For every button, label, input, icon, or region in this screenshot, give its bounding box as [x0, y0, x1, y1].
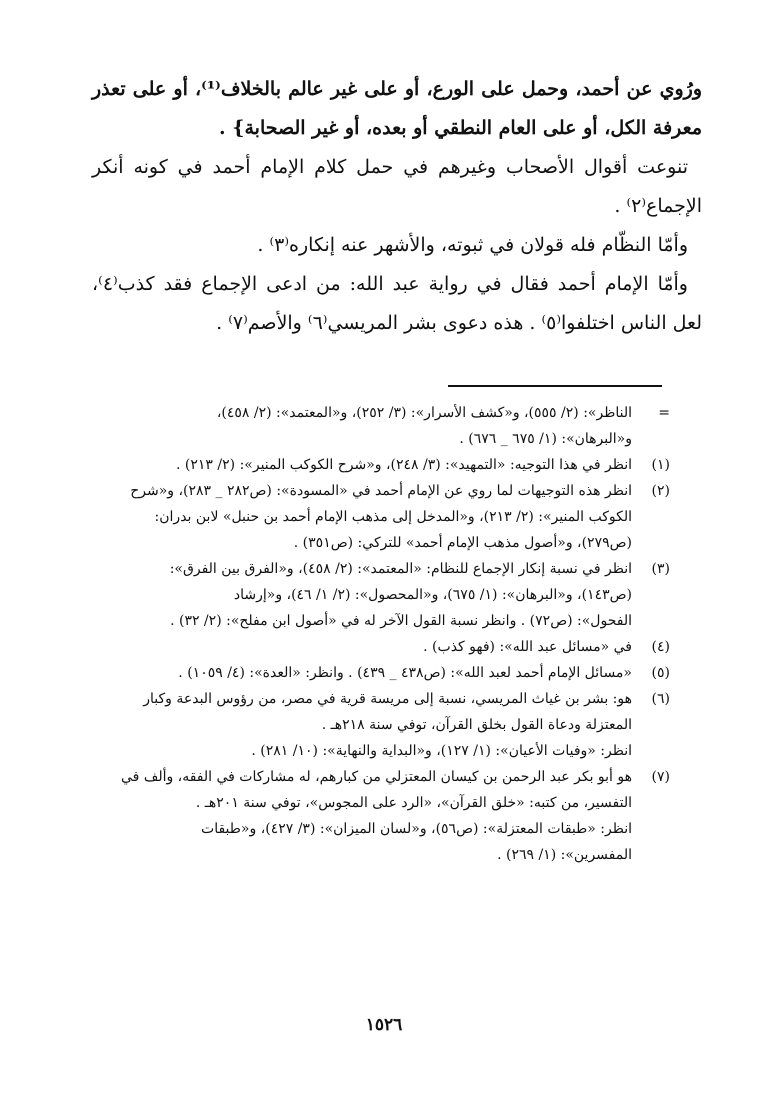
footnote-line: الفحول»: (ص٧٢) . وانظر نسبة القول الآخر له في «أصول ابن مفلح»: (٢/ ٣٢) . — [170, 613, 632, 629]
footnote-line: في «مسائل عبد الله»: (فهو كذب) . — [423, 639, 632, 655]
footnote-line: هو أبو بكر عبد الرحمن بن كيسان المعتزلي من كبارهم، له مشاركات في الفقه، وألف في — [121, 769, 632, 785]
footnote — [92, 400, 670, 452]
footnote-line: انظر في نسبة إنكار الإجماع للنظام: «المعتمد»: (٢/ ٤٥٨)، و«الفرق بين الفرق»: — [169, 561, 632, 577]
footnote-number: (٦) — [651, 691, 670, 707]
footnote-number: (٥) — [651, 665, 670, 681]
footnote-line: انظر في هذا التوجيه: «التمهيد»: (٣/ ٢٤٨)، و«شرح الكوكب المنير»: (٢/ ٢١٣) . — [176, 457, 632, 473]
footnote-number: (٢) — [651, 483, 670, 499]
footnote-line: هو: بشر بن غياث المريسي، نسبة إلى مريسة قرية في مصر، من رؤوس البدعة وكبار — [143, 691, 632, 707]
footnote-line: المعتزلة ودعاة القول بخلق القرآن، توفي سنة ٢١٨هـ . — [321, 717, 632, 733]
footnote-divider — [448, 385, 662, 387]
footnote — [92, 556, 670, 634]
footnote — [92, 660, 670, 686]
footnote-line: «مسائل الإمام أحمد لعبد الله»: (ص٤٣٨ _ ٤٣٩) . وانظر: «العدة»: (٤/ ١٠٥٩) . — [178, 665, 632, 681]
footnote-line: الكوكب المنير»: (٢/ ٢١٣)، و«المدخل إلى مذهب الإمام أحمد بن حنبل» لابن بدران: — [154, 509, 632, 525]
paragraph: وأمّا الإمام أحمد فقال في رواية عبد الله: من ادعى الإجماع فقد كذب⁽٤⁾، لعل الناس اختلفوا⁽٥⁾ . هذه دعوى بشر المريسي⁽٦⁾ والأصم⁽٧⁾ . — [92, 273, 702, 334]
footnote-line: انظر: «طبقات المعتزلة»: (ص٥٦)، و«لسان الميزان»: (٣/ ٤٢٧)، و«طبقات — [201, 821, 632, 837]
footnote-line: انظر هذه التوجيهات لما روي عن الإمام أحمد في «المسودة»: (ص٢٨٢ _ ٢٨٣)، و«شرح — [130, 483, 632, 499]
footnote-line: انظر: «وفيات الأعيان»: (١/ ١٢٧)، و«البداية والنهاية»: (١٠/ ٢٨١) . — [251, 743, 632, 759]
footnote — [92, 478, 670, 556]
quoted-text: ورُوي عن أحمد، وحمل على الورع، أو على غير عالم بالخلاف⁽¹⁾، أو على تعذر معرفة الكل، أو على العام النطقي أو بعده، أو غير الصحابة} . — [92, 78, 702, 139]
footnote-line: التفسير، من كتبه: «خلق القرآن»، «الرد على المجوس»، توفي سنة ٢٠١هـ . — [195, 795, 632, 811]
footnote-line: الناظر»: (٢/ ٥٥٥)، و«كشف الأسرار»: (٣/ ٢٥٢)، و«المعتمد»: (٢/ ٤٥٨)، — [216, 405, 632, 421]
paragraph: تنوعت أقوال الأصحاب وغيرهم في حمل كلام الإمام أحمد في كونه أنكر الإجماع⁽٢⁾ . — [92, 156, 702, 217]
footnote — [92, 634, 670, 660]
footnote-number: = — [658, 405, 670, 421]
footnote-line: (ص١٤٣)، و«البرهان»: (١/ ٦٧٥)، و«المحصول»: (٢/ ١/ ٤٦)، و«إرشاد — [233, 587, 632, 603]
footnote-number: (٧) — [651, 769, 670, 785]
footnote — [92, 452, 670, 478]
footnote — [92, 686, 670, 764]
footnote-number: (٣) — [651, 561, 670, 577]
footnote-number: (٤) — [651, 639, 670, 655]
paragraph: وأمّا النظّام فله قولان في ثبوته، والأشهر عنه إنكاره⁽٣⁾ . — [257, 234, 688, 256]
footnote-number: (١) — [651, 457, 670, 473]
footnote-line: و«البرهان»: (١/ ٦٧٥ _ ٦٧٦) . — [459, 431, 632, 447]
footnote — [92, 764, 670, 868]
main-text — [92, 70, 702, 343]
footnotes — [92, 400, 670, 868]
page-number: ١٥٢٦ — [365, 1015, 403, 1035]
footnote-line: المفسرين»: (١/ ٢٦٩) . — [497, 847, 632, 863]
footnote-line: (ص٢٧٩)، و«أصول مذهب الإمام أحمد» للتركي: (ص٣٥١) . — [293, 535, 632, 551]
